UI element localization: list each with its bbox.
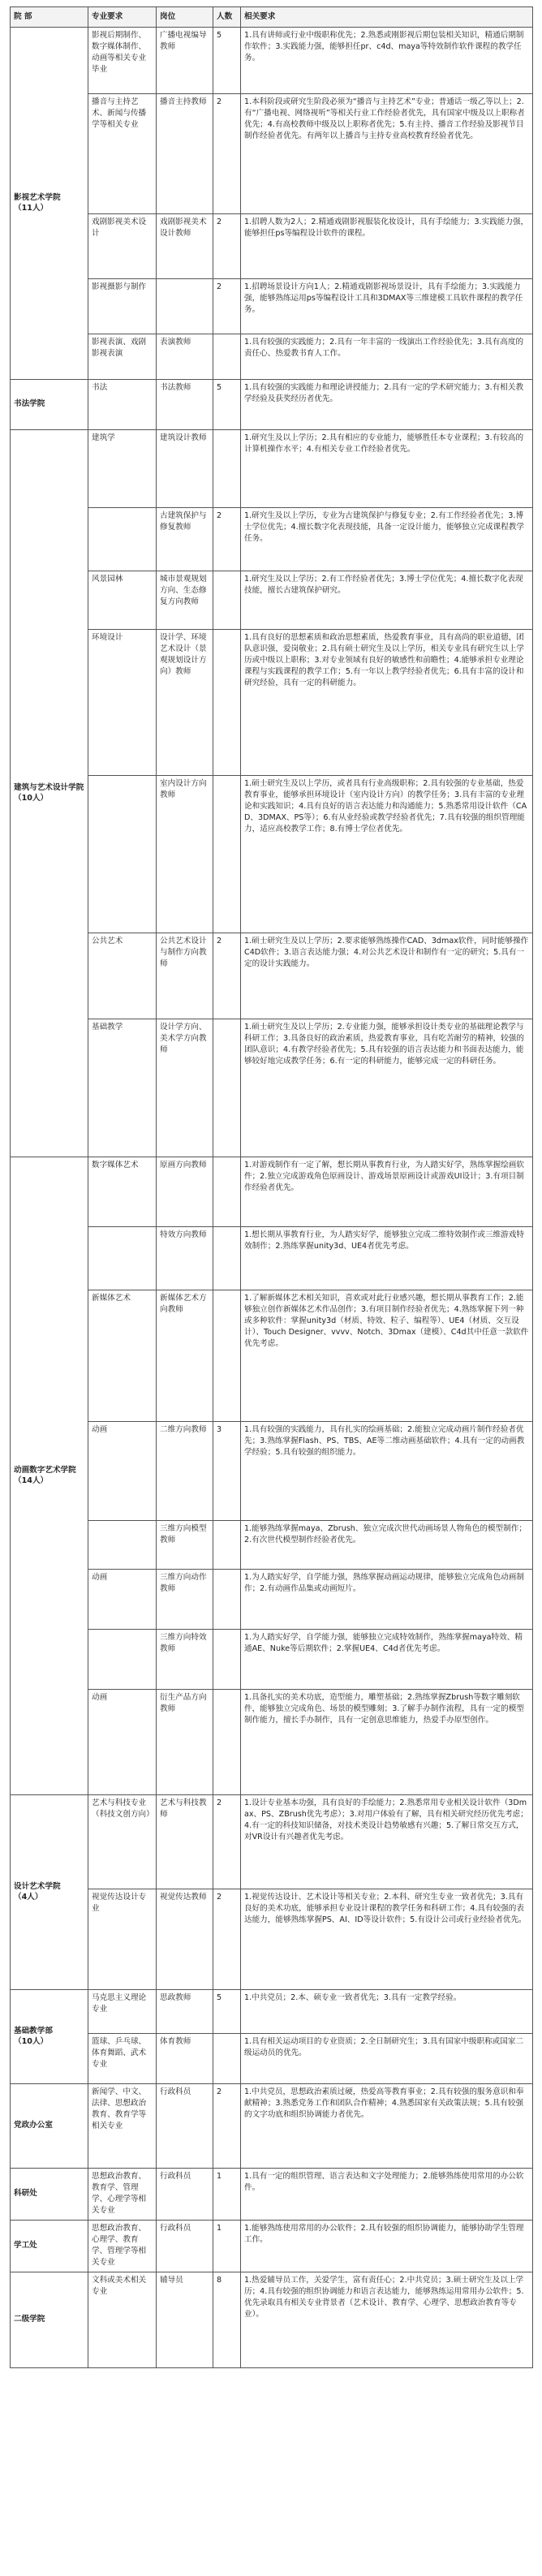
- table-row: [11, 1889, 533, 1989]
- requirements-cell: 1.研究生及以上学历；2.有工作经验者优先；3.博士学位优先；4.擅长数字化表现技能，擅长古建筑保护研究。: [241, 571, 533, 629]
- requirements-cell: 1.具有较强的实践能力和理论讲授能力；2.具有一定的学术研究能力；3.有相关教学经验及获奖经历者优先。: [241, 379, 533, 429]
- count-cell: 5: [213, 379, 241, 429]
- count-cell: 1: [213, 2220, 241, 2272]
- post-cell: 三维方向模型教师: [157, 1520, 213, 1569]
- count-cell: [213, 571, 241, 629]
- count-cell: [213, 775, 241, 933]
- header-major: 专业要求: [88, 7, 157, 28]
- post-cell: 思政教师: [157, 1989, 213, 2033]
- post-cell: 古建筑保护与修复教师: [157, 507, 213, 571]
- college-cell: 党政办公室: [11, 2083, 88, 2168]
- table-header-row: [11, 7, 533, 28]
- header-requirements: 相关要求: [241, 7, 533, 28]
- requirements-cell: 1.设计专业基本功强，具有良好的手绘能力；2.熟悉常用专业相关设计软件（3Dmax、PS、ZBrush优先考虑）；3.对用户体验有了解，具有相关研究经历优先考虑；4.有一定的科技知识储备，对技术类设计趋势敏感有兴趣；5.了解日常交互方式，对VR设计有兴趣者优先考虑。: [241, 1794, 533, 1889]
- requirements-cell: 1.想长期从事教育行业，为人踏实好学，能够独立完成二维特效制作或三维游戏特效制作；2.熟练掌握unity3d、UE4者优先考虑。: [241, 1226, 533, 1290]
- table-row: [11, 2272, 533, 2367]
- table-row: [11, 1689, 533, 1794]
- table-row: [11, 571, 533, 629]
- major-cell: 新闻学、中文、法律、思想政治教育、教育学等相关专业: [88, 2083, 157, 2168]
- post-cell: 行政科员: [157, 2168, 213, 2220]
- post-cell: 三维方向动作教师: [157, 1569, 213, 1629]
- post-cell: 建筑设计教师: [157, 429, 213, 507]
- major-cell: 建筑学: [88, 429, 157, 507]
- college-cell: 学工处: [11, 2220, 88, 2272]
- major-cell: 播音与主持艺术、新闻与传播学等相关专业: [88, 93, 157, 213]
- post-cell: 新媒体艺术方向教师: [157, 1290, 213, 1421]
- post-cell: [157, 278, 213, 334]
- post-cell: 艺术与科技教师: [157, 1794, 213, 1889]
- requirements-cell: 1.硕士研究生及以上学历，或者具有行业高级职称；2.具有较强的专业基础，热爱教育事业，能够承担环境设计（室内设计方向）的教学任务；3.具有丰富的专业理论和实践知识；4.具有良好的语言表达能力和沟通能力；5.熟悉常用设计软件（CAD、3DMAX、PS等）；6.有从业经验或教学经验者优先；7.具有较强的组织管理能力，适应高校教学工作；8.有博士学位者优先。: [241, 775, 533, 933]
- count-cell: 5: [213, 1989, 241, 2033]
- major-cell: 动画: [88, 1569, 157, 1629]
- major-cell: 视觉传达设计专业: [88, 1889, 157, 1989]
- major-cell: 思想政治教育、教育学、管理学、心理学等相关专业: [88, 2168, 157, 2220]
- requirements-cell: 1.能够熟练使用常用的办公软件；2.具有较强的组织协调能力，能够协助学生管理工作。: [241, 2220, 533, 2272]
- post-cell: 室内设计方向教师: [157, 775, 213, 933]
- count-cell: 8: [213, 2272, 241, 2367]
- table-row: [11, 27, 533, 93]
- major-cell: [88, 775, 157, 933]
- requirements-cell: 1.为人踏实好学，自学能力强，能够独立完成特效制作，熟练掌握maya特效、精通AE、Nuke等后期软件；2.掌握UE4、C4d者优先考虑。: [241, 1629, 533, 1689]
- post-cell: 衍生产品方向教师: [157, 1689, 213, 1794]
- college-cell: 影视艺术学院 （11人）: [11, 27, 88, 379]
- count-cell: 3: [213, 1421, 241, 1520]
- recruitment-table: [10, 6, 533, 2368]
- count-cell: [213, 1157, 241, 1226]
- count-cell: 2: [213, 933, 241, 1019]
- post-cell: 设计学、环境艺术设计（景观规划设计方向）教师: [157, 629, 213, 775]
- requirements-cell: 1.招聘场景设计方向1人；2.精通戏剧影视场景设计，具有手绘能力；3.实践能力强，能够熟练运用ps等编程设计工具和3DMAX等三维建模工具软件课程的教学任务。: [241, 278, 533, 334]
- count-cell: [213, 1629, 241, 1689]
- requirements-cell: 1.招聘人数为2人；2.精通戏剧影视服装化妆设计，具有手绘能力；3.实践能力强，能够担任ps等编程设计软件的课程。: [241, 213, 533, 278]
- table-row: [11, 1421, 533, 1520]
- table-row: [11, 2083, 533, 2168]
- requirements-cell: 1.具有良好的思想素质和政治思想素质，热爱教育事业，具有高尚的职业道德，团队意识强，爱岗敬业；2.具有硕士研究生及以上学历，相关专业具有研究生以上学历或中级以上职称；3.对专业领域有良好的敏感性和前瞻性；4.能够承担专业理论课程与实践课程的教学工作；5.有一年以上教学经验者优先；6.具有丰富的设计和研究经验，具有一定的科研能力。: [241, 629, 533, 775]
- table-row: [11, 93, 533, 213]
- college-cell: 设计艺术学院 （4人）: [11, 1794, 88, 1989]
- count-cell: [213, 1520, 241, 1569]
- count-cell: 2: [213, 1794, 241, 1889]
- count-cell: [213, 1290, 241, 1421]
- table-row: [11, 429, 533, 507]
- table-row: [11, 334, 533, 379]
- count-cell: [213, 2033, 241, 2083]
- table-row: [11, 1629, 533, 1689]
- college-cell: 建筑与艺术设计学院 （10人）: [11, 429, 88, 1157]
- table-row: [11, 629, 533, 775]
- major-cell: 影视后期制作、数字媒体制作、动画等相关专业毕业: [88, 27, 157, 93]
- post-cell: 设计学方向、美术学方向教师: [157, 1019, 213, 1157]
- count-cell: 1: [213, 2168, 241, 2220]
- count-cell: 2: [213, 278, 241, 334]
- major-cell: 基础教学: [88, 1019, 157, 1157]
- major-cell: 动画: [88, 1689, 157, 1794]
- table-row: [11, 213, 533, 278]
- requirements-cell: 1.热爱辅导员工作，关爱学生，富有责任心；2.中共党员；3.硕士研究生及以上学历；4.具有较强的组织协调能力和语言表达能力，能够熟练运用常用办公软件；5.优先录取具有相关专业背景者（艺术设计、教育学、心理学、思想政治教育等专业）。: [241, 2272, 533, 2367]
- table-row: [11, 507, 533, 571]
- major-cell: [88, 507, 157, 571]
- table-row: [11, 1019, 533, 1157]
- major-cell: 文科或美术相关专业: [88, 2272, 157, 2367]
- major-cell: 风景园林: [88, 571, 157, 629]
- post-cell: 广播电视编导教师: [157, 27, 213, 93]
- requirements-cell: 1.具有较强的实践能力，具有扎实的绘画基础；2.能独立完成动画片制作经验者优先；3.熟练掌握Flash、PS、TBS、AE等二维动画基础软件；4.具有一定的动画教学经验；5.具有较强的组织能力。: [241, 1421, 533, 1520]
- post-cell: 公共艺术设计与制作方向教师: [157, 933, 213, 1019]
- college-cell: 动画数字艺术学院 （14人）: [11, 1157, 88, 1794]
- major-cell: 数字媒体艺术: [88, 1157, 157, 1226]
- post-cell: 特效方向教师: [157, 1226, 213, 1290]
- post-cell: 辅导员: [157, 2272, 213, 2367]
- major-cell: 篮球、乒乓球、体育舞蹈、武术专业: [88, 2033, 157, 2083]
- count-cell: [213, 1226, 241, 1290]
- count-cell: [213, 429, 241, 507]
- requirements-cell: 1.研究生及以上学历；2.具有相应的专业能力，能够胜任本专业课程；3.有较高的计算机操作水平；4.有相关专业工作经验者优先。: [241, 429, 533, 507]
- major-cell: 影视表演、戏剧影视表演: [88, 334, 157, 379]
- post-cell: 行政科员: [157, 2083, 213, 2168]
- requirements-cell: 1.具有一定的组织管理、语言表达和文字处理能力；2.能够熟练使用常用的办公软件。: [241, 2168, 533, 2220]
- table-row: [11, 1569, 533, 1629]
- college-cell: 书法学院: [11, 379, 88, 429]
- table-row: [11, 2220, 533, 2272]
- requirements-cell: 1.研究生及以上学历，专业为古建筑保护与修复专业；2.有工作经验者优先；3.博士学位优先；4.擅长数字化表现技能，具备一定设计能力，能够独立完成课程教学任务。: [241, 507, 533, 571]
- table-row: [11, 933, 533, 1019]
- requirements-cell: 1.具有较强的实践能力；2.具有一年丰富的一线演出工作经验优先；3.具有高度的责任心、热爱教书育人工作。: [241, 334, 533, 379]
- post-cell: 书法教师: [157, 379, 213, 429]
- major-cell: [88, 1520, 157, 1569]
- requirements-cell: 1.能够熟练掌握maya、Zbrush、独立完成次世代动画场景人物角色的模型制作；2.有次世代模型制作经验者优先。: [241, 1520, 533, 1569]
- major-cell: 戏剧影视美术设计: [88, 213, 157, 278]
- recruitment-table-page: [10, 6, 532, 2368]
- count-cell: 5: [213, 27, 241, 93]
- table-row: [11, 278, 533, 334]
- count-cell: [213, 334, 241, 379]
- requirements-cell: 1.了解新媒体艺术相关知识，喜欢或对此行业感兴趣，想长期从事教育工作；2.能够独立创作新媒体艺术作品创作；3.有项目制作经验者优先；4.熟练掌握下列一种或多种软件：掌握unity3d（材质、特效、粒子、编程等）、UE4（材质、交互设计）、Touch Designer、vvvv、Notch、3Dmax（建模）、C4d其中任意一款软件优先考虑。: [241, 1290, 533, 1421]
- table-row: [11, 1989, 533, 2033]
- table-row: [11, 1794, 533, 1889]
- count-cell: 2: [213, 93, 241, 213]
- major-cell: 影视摄影与制作: [88, 278, 157, 334]
- table-row: [11, 379, 533, 429]
- college-cell: 基础教学部 （10人）: [11, 1989, 88, 2083]
- post-cell: 二维方向教师: [157, 1421, 213, 1520]
- count-cell: [213, 1689, 241, 1794]
- count-cell: [213, 1019, 241, 1157]
- header-college: 院 部: [11, 7, 88, 28]
- post-cell: 播音主持教师: [157, 93, 213, 213]
- college-cell: 科研处: [11, 2168, 88, 2220]
- count-cell: 2: [213, 507, 241, 571]
- post-cell: 戏剧影视美术设计教师: [157, 213, 213, 278]
- major-cell: [88, 1226, 157, 1290]
- college-cell: 二级学院: [11, 2272, 88, 2367]
- count-cell: 2: [213, 1889, 241, 1989]
- requirements-cell: 1.硕士研究生及以上学历；2.要求能够熟练操作CAD、3dmax软件，同时能够操作C4D软件；3.语言表达能力强；4.对公共艺术设计和制作有一定的研究；5.具有一定的设计实践能力。: [241, 933, 533, 1019]
- major-cell: 环境设计: [88, 629, 157, 775]
- requirements-cell: 1.本科阶段或研究生阶段必须为“播音与主持艺术”专业；普通话一级乙等以上；2.有“广播电视、网络视听”等相关行业工作经验者优先，具有国家中级及以上职称者优先；4.有高校教师中级及以上职称者优先；5.有主持、播音工作经验及影视节目制作经验者优先。有两年以上播音与主持专业高校教育经验者优先。: [241, 93, 533, 213]
- requirements-cell: 1.硕士研究生及以上学历；2.专业能力强，能够承担设计类专业的基础理论教学与科研工作；3.具备良好的政治素质，热爱教育事业，具有吃苦耐劳的精神，较强的团队意识；4.有教学经验者优先；5.具有较强的语言表达能力和书面表达能力，能够较好地完成教学任务；6.有一定的科研能力，能够完成一定的科研任务。: [241, 1019, 533, 1157]
- requirements-cell: 1.具备扎实的美术功底，造型能力，雕塑基础；2.熟练掌握Zbrush等数字雕刻软件，能够独立完成角色、场景的模型雕刻；3.了解手办制作流程，具有一定的模型制作能力，擅长手办制作，具有一定创意思维能力，热爱手办原型创作。: [241, 1689, 533, 1794]
- table-row: [11, 2168, 533, 2220]
- table-row: [11, 1290, 533, 1421]
- major-cell: 书法: [88, 379, 157, 429]
- header-post: 岗位: [157, 7, 213, 28]
- post-cell: 原画方向教师: [157, 1157, 213, 1226]
- major-cell: 新媒体艺术: [88, 1290, 157, 1421]
- header-count: 人数: [213, 7, 241, 28]
- post-cell: 三维方向特效教师: [157, 1629, 213, 1689]
- requirements-cell: 1.视觉传达设计、艺术设计等相关专业；2.本科、研究生专业一致者优先；3.具有良好的美术功底，能够承担专业设计课程的教学任务和科研工作；4.具有较强的表达能力，能够熟练掌握PS、AI、ID等设计软件；5.有设计公司或行业经验者优先。: [241, 1889, 533, 1989]
- requirements-cell: 1.中共党员，思想政治素质过硬，热爱高等教育事业；2.具有较强的服务意识和奉献精神；3.熟悉党务工作和团队合作精神；4.熟悉国家有关政策法规；5.具有较强的文字功底和组织协调能力者优先。: [241, 2083, 533, 2168]
- count-cell: 2: [213, 2083, 241, 2168]
- post-cell: 体育教师: [157, 2033, 213, 2083]
- major-cell: 公共艺术: [88, 933, 157, 1019]
- count-cell: [213, 629, 241, 775]
- requirements-cell: 1.为人踏实好学，自学能力强，熟练掌握动画运动规律，能够独立完成角色动画制作；2.有动画作品集或动画短片。: [241, 1569, 533, 1629]
- major-cell: 思想政治教育、心理学、教育学、管理学等相关专业: [88, 2220, 157, 2272]
- table-row: [11, 1226, 533, 1290]
- major-cell: 艺术与科技专业（科技文创方向）: [88, 1794, 157, 1889]
- table-row: [11, 2033, 533, 2083]
- post-cell: 表演教师: [157, 334, 213, 379]
- table-row: [11, 1520, 533, 1569]
- post-cell: 行政科员: [157, 2220, 213, 2272]
- requirements-cell: 1.具有讲师或行业中级职称优先；2.熟悉或刚影视后期包装相关知识，精通后期制作软件；3.实践能力强，能够担任pr、c4d、maya等特效制作软件课程的教学任务。: [241, 27, 533, 93]
- count-cell: 2: [213, 213, 241, 278]
- major-cell: 动画: [88, 1421, 157, 1520]
- table-row: [11, 775, 533, 933]
- post-cell: 城市景观规划方向、生态修复方向教师: [157, 571, 213, 629]
- requirements-cell: 1.具有相关运动项目的专业资质；2.全日制研究生；3.具有国家中级职称或国家二级运动员的优先。: [241, 2033, 533, 2083]
- post-cell: 视觉传达教师: [157, 1889, 213, 1989]
- major-cell: 马克思主义理论专业: [88, 1989, 157, 2033]
- requirements-cell: 1.对游戏制作有一定了解，想长期从事教育行业，为人踏实好学，熟练掌握绘画软件；2.独立完成游戏角色原画设计、游戏场景原画设计或游戏UI设计；3.有项目制作经验者优先。: [241, 1157, 533, 1226]
- requirements-cell: 1.中共党员；2.本、硕专业一致者优先；3.具有一定教学经验。: [241, 1989, 533, 2033]
- table-body: [11, 27, 533, 2367]
- major-cell: [88, 1629, 157, 1689]
- count-cell: [213, 1569, 241, 1629]
- table-row: [11, 1157, 533, 1226]
